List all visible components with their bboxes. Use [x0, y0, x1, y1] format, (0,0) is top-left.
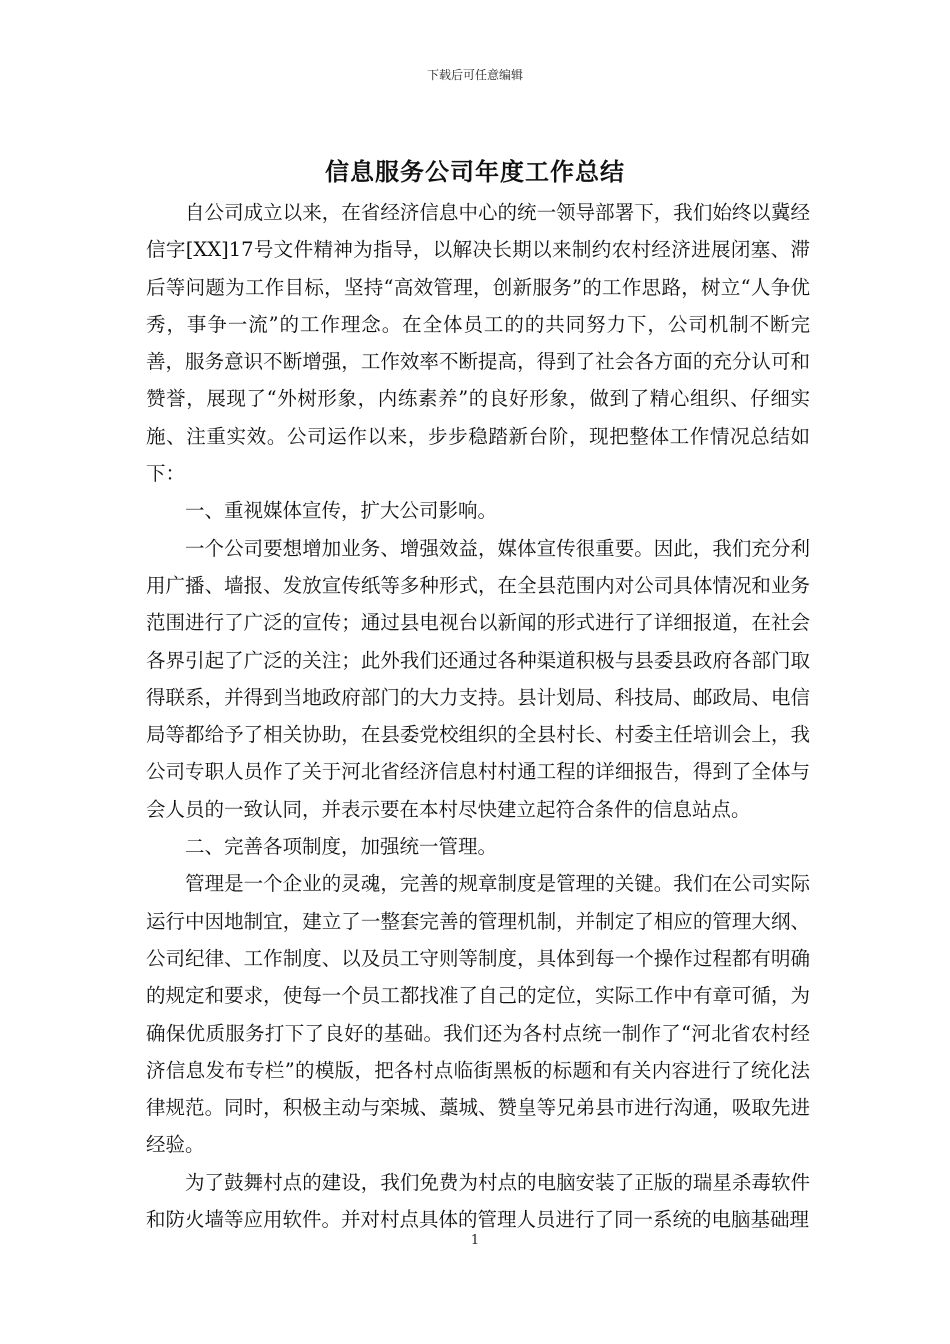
document-title: 信息服务公司年度工作总结: [325, 157, 625, 186]
document-body: [146, 194, 810, 1238]
page-number: 1: [470, 1233, 480, 1248]
paragraph-intro: 自公司成立以来，在省经济信息中心的统一领导部署下，我们始终以冀经信字[XX]17号文件精神为指导，以解决长期以来制约农村经济进展闭塞、滞后等问题为工作目标，坚持“高效管理，创新服务”的工作思路，树立“人争优秀，事争一流”的工作理念。在全体员工的的共同努力下，公司机制不断完善，服务意识不断增强，工作效率不断提高，得到了社会各方面的充分认可和赞誉，展现了“外树形象，内练素养”的良好形象，做到了精心组织、仔细实施、注重实效。公司运作以来，步步稳踏新台阶，现把整体工作情况总结如下：: [146, 201, 810, 486]
section-heading-1: 一、重视媒体宣传，扩大公司影响。: [185, 499, 498, 523]
paragraph-software: 为了鼓舞村点的建设，我们免费为村点的电脑安装了正版的瑞星杀毒软件和防火墙等应用软件。并对村点具体的管理人员进行了同一系统的电脑基础理: [146, 1170, 810, 1232]
paragraph-management: 管理是一个企业的灵魂，完善的规章制度是管理的关键。我们在公司实际运行中因地制宜，建立了一整套完善的管理机制，并制定了相应的管理大纲、公司纪律、工作制度、以及员工守则等制度，具体到每一个操作过程都有明确的规定和要求，使每一个员工都找准了自己的定位，实际工作中有章可循，为确保优质服务打下了良好的基础。我们还为各村点统一制作了“河北省农村经济信息发布专栏”的模版，把各村点临街黑板的标题和有关内容进行了统化法律规范。同时，积极主动与栾城、藁城、赞皇等兄弟县市进行沟通，吸取先进经验。: [146, 872, 810, 1157]
header-note: 下载后可任意编辑: [426, 68, 523, 82]
section-heading-2: 二、完善各项制度，加强统一管理。: [185, 835, 498, 859]
paragraph-media: 一个公司要想增加业务、增强效益，媒体宣传很重要。因此，我们充分利用广播、墙报、发放宣传纸等多种形式，在全县范围内对公司具体情况和业务范围进行了广泛的宣传；通过县电视台以新闻的形式进行了详细报道，在社会各界引起了广泛的关注；此外我们还通过各种渠道积极与县委县政府各部门取得联系，并得到当地政府部门的大力支持。县计划局、科技局、邮政局、电信局等都给予了相关协助，在县委党校组织的全县村长、村委主任培训会上，我公司专职人员作了关于河北省经济信息村村通工程的详细报告，得到了全体与会人员的一致认同，并表示要在本村尽快建立起符合条件的信息站点。: [146, 536, 810, 821]
